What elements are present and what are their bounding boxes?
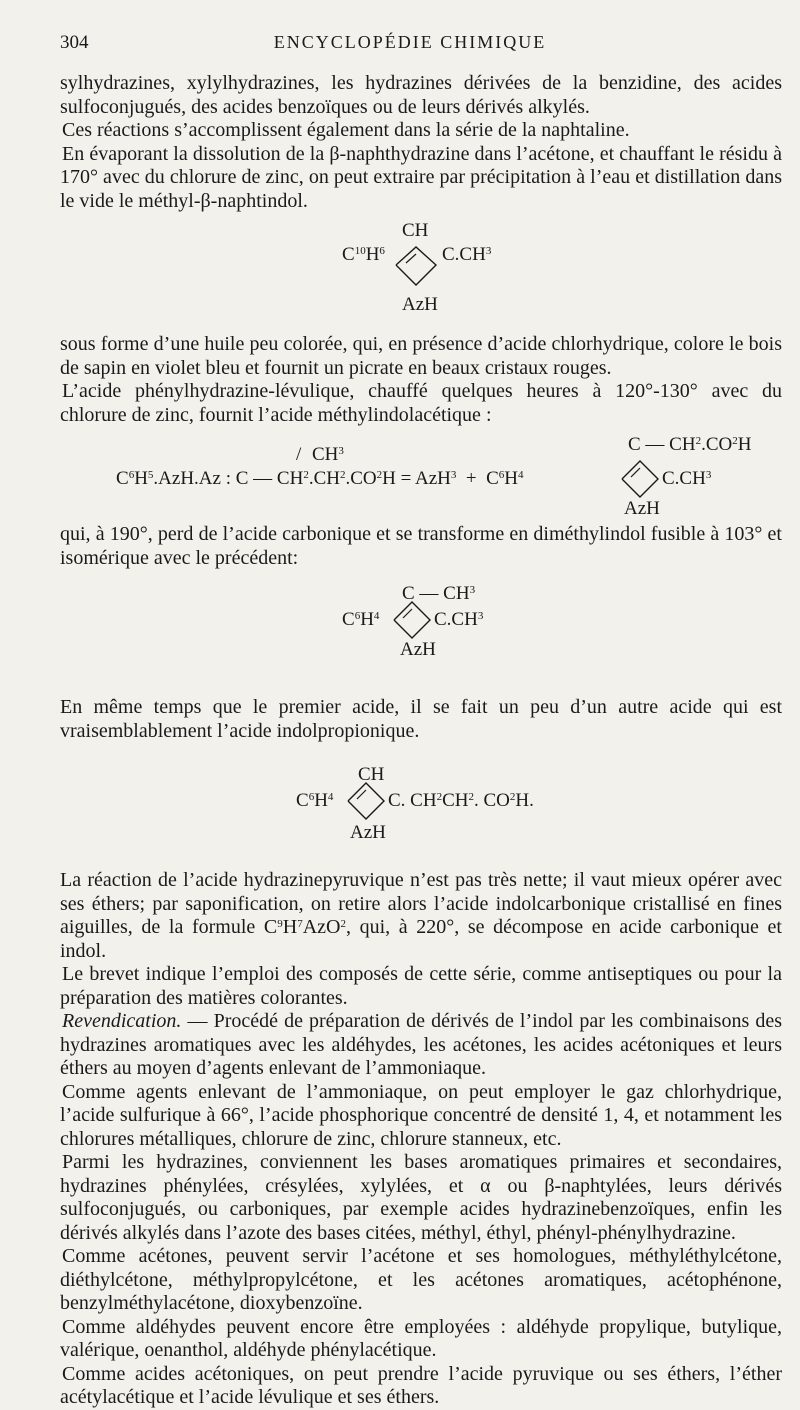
page-body <box>60 72 782 1410</box>
paragraph: sous forme d’une huile peu colorée, qui, en présence d’acide chlorhydrique, colore le bois de sapin en violet bleu et fournit un picrate en beaux cristaux rouges. <box>60 333 782 379</box>
formula-ch3: $CH^3$ <box>312 444 344 465</box>
formula-slash: / <box>296 444 302 465</box>
formula-methylindolacetique <box>60 434 782 523</box>
paragraph: La réaction de l’acide hydrazinepyruvique n’est pas très nette; il vaut mieux opérer avec ses éthers; par saponification, on retire alors l’acide indolcarbonique cristallisé en fines aiguilles, de la formule $C^9H^7AzO^2$, qui, à 220°, se décompose en acide carbonique et indol. <box>60 869 782 962</box>
formula-top: CH <box>358 764 385 785</box>
running-title: ENCYCLOPÉDIE CHIMIQUE <box>273 32 547 52</box>
formula-right: $C.CH^3$ <box>662 468 712 489</box>
paragraph: Ces réactions s’accomplissent également dans la série de la naphtaline. <box>62 119 630 141</box>
paragraph: qui, à 190°, perd de l’acide carbonique et se transforme en diméthylindol fusible à 103° et isomérique avec le précédent: <box>60 523 782 569</box>
formula-top: CH <box>402 220 429 241</box>
formula-top-right: C — $CH^2.CO^2H$ <box>628 434 752 455</box>
page-number: 304 <box>60 32 89 53</box>
paragraph: Revendication. — Procédé de préparation de dérivés de l’indol par les combinaisons des hydrazines aromatiques avec les aldéhydes, les acétones, les acides acétoniques et leurs éthers au moyen d’agents enlevant de l’ammoniaque. <box>60 1010 782 1079</box>
formula-bottom: AzH <box>402 294 438 315</box>
paragraph: Parmi les hydrazines, conviennent les bases aromatiques primaires et secondaires, hydrazines phénylées, crésylées, xylylées, et α ou β-naphtylées, leurs dérivés sulfoconjugués, ou carboniques, par exemple acides hydrazinebenzoïques, enfin les dérivés alkylés dans l’azote des bases citées, méthyl, éthyl, phényl-phénylhydrazine. <box>60 1151 782 1244</box>
page-header <box>60 32 760 56</box>
formula-bottom: AzH <box>400 639 436 660</box>
formula-dimethylindol <box>60 574 782 696</box>
revendication-title: Revendication. <box>62 1010 182 1032</box>
paragraph: Comme acides acétoniques, on peut prendre l’acide pyruvique ou ses éthers, l’éther acétylacétique et l’acide lévulique et ses éthers. <box>60 1362 782 1408</box>
indole-ring-icon <box>344 779 388 825</box>
paragraph: Le brevet indique l’emploi des composés de cette série, comme antiseptiques ou pour la préparation des matières colorantes. <box>60 963 782 1009</box>
formula-bottom: AzH <box>350 822 386 843</box>
paragraph: Comme acétones, peuvent servir l’acétone et ses homologues, méthyléthylcétone, diéthylcétone, méthylpropylcétone, et les acétones aromatiques, acétophénone, benzylméthylacétone, dioxybenzoïne. <box>60 1245 782 1314</box>
paragraph: En évaporant la dissolution de la β-naphthydrazine dans l’acétone, et chauffant le résidu à 170° avec du chlorure de zinc, on peut extraire par précipitation à l’eau et distillation dans le vide le méthyl-β-naphtindol. <box>60 142 782 212</box>
formula-left: $C^6H^4$ <box>342 609 380 630</box>
paragraph: Comme aldéhydes peuvent encore être employées : aldéhyde propylique, butylique, valérique, oenanthol, aldéhyde phénylacétique. <box>60 1315 782 1361</box>
formula-left: $C^{10}H^6$ <box>342 244 385 265</box>
indole-ring-icon <box>392 241 440 291</box>
paragraph: sylhydrazines, xylylhydrazines, les hydrazines dérivées de la benzidine, des acides sulfoconjugués, des acides benzoïques ou de leurs dérivés alkylés. <box>60 72 782 118</box>
formula-bottom: AzH <box>624 498 660 519</box>
paragraph: Comme agents enlevant de l’ammoniaque, on peut employer le gaz chlorhydrique, l’acide sulfurique à 66°, l’acide phosphorique concentré de densité 1, 4, et notamment les chlorures métalliques, chlorure de zinc, chlorure stanneux, etc. <box>60 1080 782 1150</box>
formula-methyl-naphtindol <box>60 213 782 333</box>
formula-left: $C^6H^4$ <box>296 790 334 811</box>
formula-indolpropionique <box>60 753 782 869</box>
formula-equation: $C^6H^5.AzH.Az$ : C — $CH^2.CH^2.CO^2H = AzH^3 + C^6H^4$ <box>116 468 524 489</box>
formula-right: C. $CH^2CH^2$. $CO^2H$. <box>388 790 534 811</box>
paragraph: L’acide phénylhydrazine-lévulique, chauffé quelques heures à 120°-130° avec du chlorure de zinc, fournit l’acide méthylindolacétique : <box>60 380 782 426</box>
formula-right: $C.CH^3$ <box>434 609 484 630</box>
formula-right: $C.CH^3$ <box>442 244 492 265</box>
paragraph: En même temps que le premier acide, il se fait un peu d’un autre acide qui est vraisemblablement l’acide indolpropionique. <box>60 696 782 742</box>
formula-top: C — $CH^3$ <box>402 583 476 604</box>
